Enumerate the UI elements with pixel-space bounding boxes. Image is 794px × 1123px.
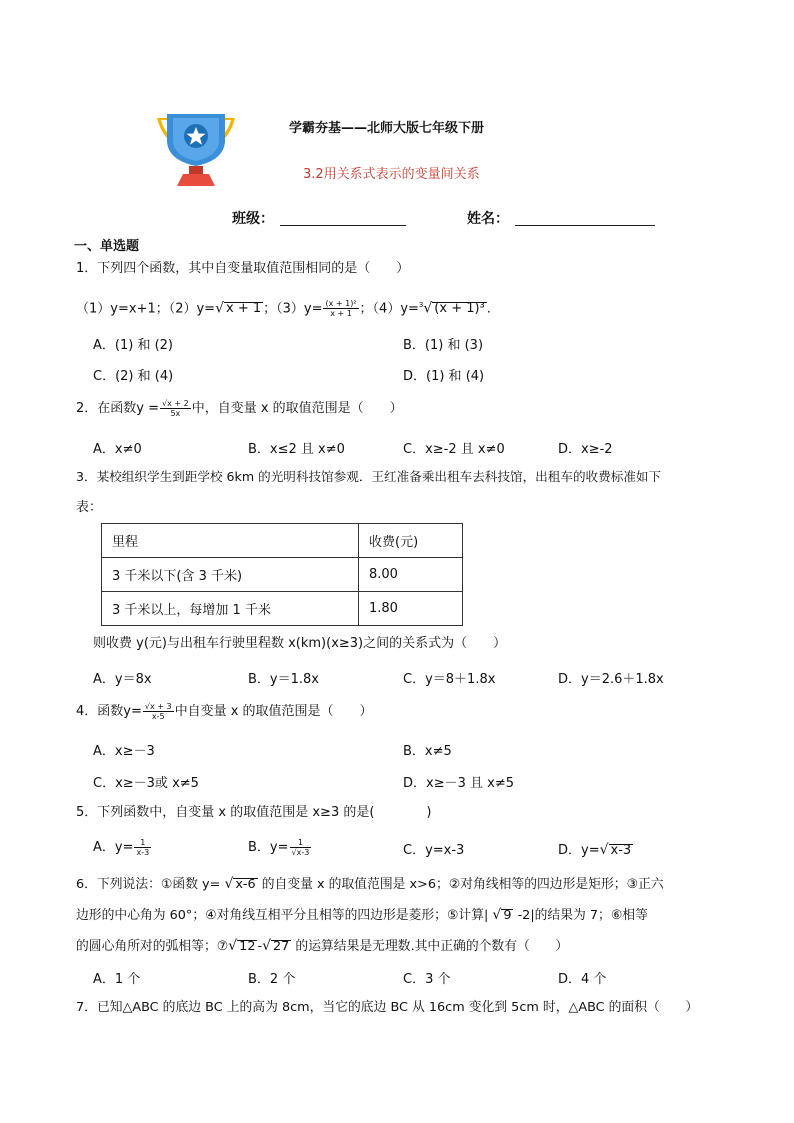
q3-follow: 则收费 y(元)与出租车行驶里程数 x(km)(x≥3)之间的关系式为（ ）	[93, 636, 507, 651]
q1-f2-fraction	[323, 299, 358, 318]
class-field[interactable]	[232, 208, 406, 228]
q5-optD-pre: D．y=	[558, 843, 600, 858]
q6-line2-radicand: 9	[503, 908, 512, 923]
fee-table	[101, 523, 463, 626]
q4-option-b[interactable]: B．x≠5	[403, 744, 452, 759]
class-blank[interactable]	[280, 211, 406, 226]
q5-optA-num: 1	[134, 838, 151, 848]
q3-option-d[interactable]: D．y＝2.6＋1.8x	[558, 672, 664, 687]
q2-option-a[interactable]: A．x≠0	[93, 442, 142, 457]
table-cell: 3 千米以下(含 3 千米)	[102, 558, 359, 592]
q7-stem: 7．已知△ABC 的底边 BC 上的高为 8cm，当它的底边 BC 从 16cm 变化到 5cm 时，△ABC 的面积（ ）	[76, 1000, 699, 1015]
q6-option-a[interactable]: A．1 个	[93, 972, 141, 987]
radical-icon: √	[423, 300, 433, 317]
trophy-icon	[153, 112, 239, 188]
q1-f3-index: 3	[418, 301, 424, 309]
q5-optD-radicand: x-3	[610, 843, 632, 858]
q5-option-a[interactable]	[93, 836, 152, 857]
q3-option-a[interactable]: A．y＝8x	[93, 672, 152, 687]
q4-option-a[interactable]: A．x≥－3	[93, 744, 155, 759]
q1-f2-num: (x + 1)²	[325, 299, 357, 309]
q1-f3-end: .	[486, 301, 491, 317]
q6-line3-mid: -	[257, 939, 263, 954]
q2-stem-b: 中，自变量 x 的取值范围是（ ）	[191, 401, 403, 416]
q5-optA-fraction	[134, 838, 151, 857]
q5-optB-pre: B．y=	[248, 840, 289, 855]
table-header-cell: 里程	[102, 524, 359, 558]
q6-line2-a: 边形的中心角为 60°；④对角线互相平分且相等的四边形是菱形；⑤计算|	[76, 908, 489, 923]
q4-den: x-5	[151, 712, 165, 721]
q1-f3: ；（4）y=	[359, 301, 419, 317]
q5-option-d[interactable]	[558, 839, 633, 858]
q1-functions	[76, 295, 491, 319]
q6-line1	[76, 874, 664, 895]
q4-stem-a: 4．函数y=	[76, 704, 142, 719]
q5-optA-den: x-3	[136, 848, 150, 857]
q6-line2	[76, 905, 648, 926]
table-cell: 3 千米以上，每增加 1 千米	[102, 592, 359, 626]
radical-icon: √	[224, 876, 234, 892]
q6-line1-a: 6．下列说法：①函数 y=	[76, 877, 221, 892]
q2-option-b[interactable]: B．x≤2 且 x≠0	[248, 442, 345, 457]
q6-line1-b: 的自变量 x 的取值范围是 x>6；②对角线相等的四边形是矩形；③正六	[261, 877, 664, 892]
q1-f1-radicand: x + 1	[226, 301, 262, 317]
q5-optB-fraction	[290, 838, 312, 857]
section-title: 一、单选题	[74, 239, 140, 254]
radical-icon: √	[228, 938, 238, 954]
table-row	[102, 592, 463, 626]
q1-option-b[interactable]: B．(1) 和 (3)	[403, 338, 484, 353]
q2-den: 5x	[170, 409, 181, 418]
q1-stem: 1．下列四个函数，其中自变量取值范围相同的是（ ）	[76, 261, 410, 276]
q5-optB-num: 1	[290, 838, 312, 848]
q6-option-d[interactable]: D．4 个	[558, 972, 607, 987]
q6-line1-radicand: x-6	[235, 877, 256, 892]
page-title: 学霸夯基——北师大版七年级下册	[289, 121, 485, 136]
q5-optB-den: √x-3	[291, 848, 310, 857]
radical-icon: √	[262, 938, 272, 954]
page-subtitle: 3.2用关系式表示的变量间关系	[303, 167, 480, 182]
name-field[interactable]	[467, 208, 655, 228]
q5-option-c[interactable]: C．y=x-3	[403, 843, 465, 858]
q2-option-d[interactable]: D．x≥-2	[558, 442, 613, 457]
table-header-row	[102, 524, 463, 558]
q4-option-c[interactable]: C．x≥－3或 x≠5	[93, 776, 199, 791]
q6-line3-b: 的运算结果是无理数.其中正确的个数有（ ）	[295, 939, 569, 954]
radical-icon: √	[599, 842, 609, 858]
q4-fraction	[143, 702, 174, 721]
q6-option-c[interactable]: C．3 个	[403, 972, 451, 987]
q3-stem-line2: 表：	[76, 500, 103, 515]
q4-stem-b: 中自变量 x 的取值范围是（ ）	[174, 704, 373, 719]
q1-f3-radicand: (x + 1)³	[434, 301, 485, 317]
q2-option-c[interactable]: C．x≥-2 且 x≠0	[403, 442, 505, 457]
q5-optA-pre: A．y=	[93, 840, 134, 855]
q6-line3-a: 的圆心角所对的弧相等；⑦	[76, 939, 229, 954]
q1-f1: （1）y=x+1；（2）y=	[76, 301, 216, 317]
q1-option-d[interactable]: D．(1) 和 (4)	[403, 369, 485, 384]
q3-option-b[interactable]: B．y＝1.8x	[248, 672, 319, 687]
q2-stem	[76, 399, 403, 419]
q3-option-c[interactable]: C．y＝8＋1.8x	[403, 672, 496, 687]
q1-option-a[interactable]: A．(1) 和 (2)	[93, 338, 173, 353]
radical-icon: √	[492, 907, 502, 923]
q3-stem-line1: 3．某校组织学生到距学校 6km 的光明科技馆参观．王红准备乘出租车去科技馆，出租车的收费标准如下	[76, 469, 662, 484]
radical-icon: √	[215, 300, 224, 317]
q1-f2: ；（3）y=	[263, 301, 323, 317]
table-cell: 8.00	[359, 558, 463, 592]
q5-stem: 5．下列函数中，自变量 x 的取值范围是 x≥3 的是( )	[76, 805, 432, 820]
q2-num: √x + 2	[162, 399, 189, 408]
q6-line3-radicand2: 27	[273, 939, 290, 954]
q2-stem-a: 2．在函数y =	[76, 401, 159, 416]
q6-line3	[76, 936, 568, 957]
table-cell: 1.80	[359, 592, 463, 626]
q6-option-b[interactable]: B．2 个	[248, 972, 296, 987]
q5-option-b[interactable]	[248, 836, 312, 857]
q4-num: √x + 3	[144, 702, 172, 711]
q1-option-c[interactable]: C．(2) 和 (4)	[93, 369, 174, 384]
q6-line2-b: -2|的结果为 7；⑥相等	[517, 908, 648, 923]
q6-line3-radicand1: 12	[239, 939, 256, 954]
class-label: 班级：	[232, 211, 274, 227]
table-row	[102, 558, 463, 592]
q1-f2-den: x + 1	[330, 309, 352, 319]
name-blank[interactable]	[515, 211, 655, 226]
name-label: 姓名：	[467, 211, 509, 227]
table-header-cell: 收费(元)	[359, 524, 463, 558]
q2-fraction	[160, 399, 191, 418]
q4-option-d[interactable]: D．x≥－3 且 x≠5	[403, 776, 514, 791]
q4-stem	[76, 702, 373, 722]
